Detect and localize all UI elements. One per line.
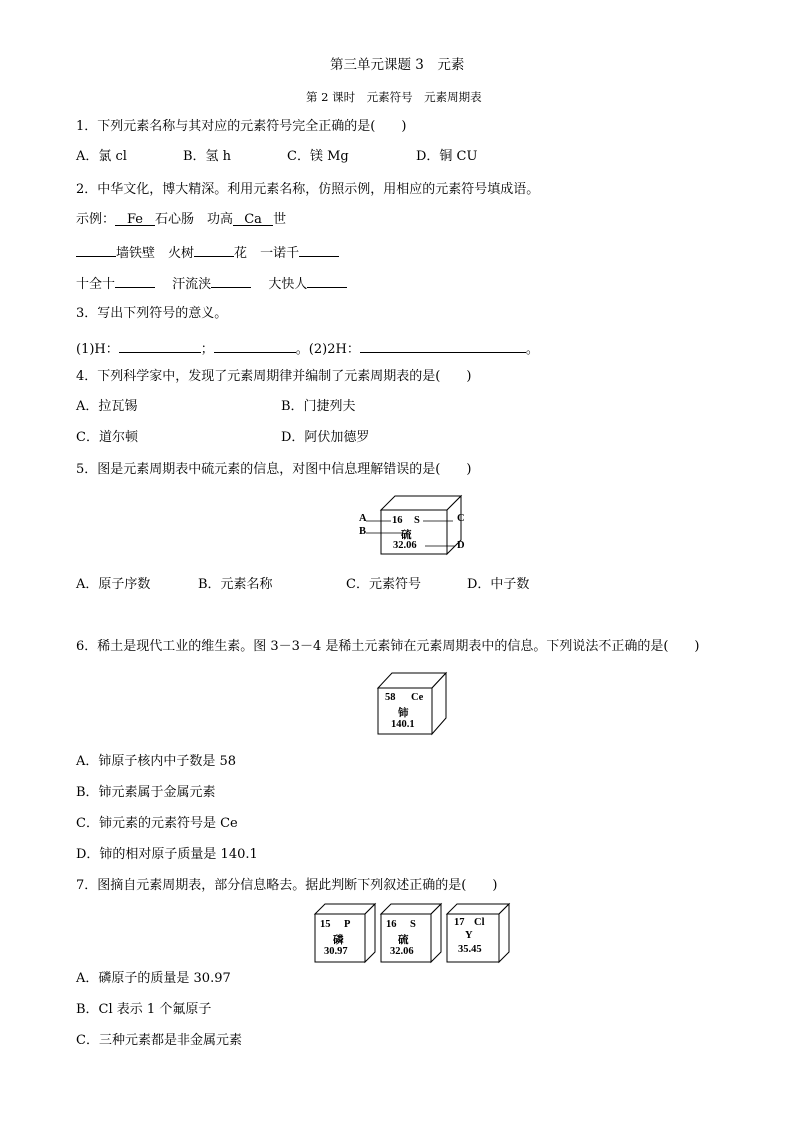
blank-field[interactable]: [194, 242, 234, 257]
q6-option-b: B．铈元素属于金属元素: [76, 785, 216, 800]
q2-example: [76, 211, 286, 229]
2h-label: (2)2H：: [308, 342, 360, 357]
q5-option-a: A．原子序数: [76, 577, 151, 592]
label-a: A: [359, 513, 367, 524]
idiom-text: 十全十: [76, 277, 116, 292]
blank-field[interactable]: [360, 338, 526, 353]
q7-stem: 7．图摘自元素周期表，部分信息略去。据此判断下列叙述正确的是( ): [76, 878, 498, 893]
ce-name: 铈: [398, 708, 409, 719]
q1-option-b: B．氢 h: [183, 149, 232, 164]
idiom-text: 汗流浃: [172, 277, 212, 292]
q5-option-b: B．元素名称: [198, 577, 273, 592]
example-idiom-2-tail: 世: [273, 212, 287, 227]
ce-atomic-mass: 140.1: [391, 719, 415, 730]
label-d: D: [457, 540, 465, 551]
period: 。: [295, 342, 309, 357]
s-atomic-mass: 32.06: [390, 946, 414, 957]
cl-name: Y: [465, 930, 473, 941]
blank-field[interactable]: [76, 242, 116, 257]
q7-option-b: B．Cl 表示 1 个氟原子: [76, 1002, 212, 1017]
q4-option-d: D．阿伏加德罗: [281, 430, 370, 445]
element-name: 硫: [401, 530, 412, 541]
q4-stem: 4．下列科学家中，发现了元素周期律并编制了元素周期表的是( ): [76, 369, 472, 384]
q5-stem: 5．图是元素周期表中硫元素的信息，对图中信息理解错误的是( ): [76, 462, 472, 477]
cl-symbol: Cl: [474, 917, 485, 928]
q5-option-c: C．元素符号: [346, 577, 421, 592]
period: 。: [525, 342, 539, 357]
cl-atomic-mass: 35.45: [458, 944, 482, 955]
blank-field[interactable]: [214, 338, 296, 353]
label-c: C: [457, 513, 465, 524]
element-symbol: S: [414, 515, 420, 526]
p-atomic-mass: 30.97: [324, 946, 348, 957]
p-name: 磷: [333, 935, 344, 946]
blank-field[interactable]: [119, 338, 201, 353]
page-title: 第三单元课题 3 元素: [330, 57, 465, 73]
q7-option-c: C．三种元素都是非金属元素: [76, 1033, 242, 1048]
ce-atomic-number: 58: [385, 692, 396, 703]
idiom-text: 火树: [168, 246, 195, 261]
s-symbol: S: [410, 919, 416, 930]
q2-stem: 2．中华文化，博大精深。利用元素名称，仿照示例，用相应的元素符号填成语。: [76, 182, 540, 197]
example-idiom-1-tail: 石心肠: [155, 212, 195, 227]
q2-row-2: [76, 273, 347, 294]
q4-option-c: C．道尔顿: [76, 430, 138, 445]
blank-field[interactable]: [307, 273, 347, 288]
q7-option-a: A．磷原子的质量是 30.97: [76, 971, 231, 986]
example-idiom-2-head: 功高: [207, 212, 234, 227]
ce-symbol: Ce: [411, 692, 424, 703]
q1-option-a: A．氯 cl: [76, 149, 127, 164]
q5-option-d: D．中子数: [467, 577, 530, 592]
example-label: 示例：: [76, 212, 116, 227]
q6-option-a: A．铈原子核内中子数是 58: [76, 754, 237, 769]
q4-option-a: A．拉瓦锡: [76, 399, 138, 414]
q6-stem: 6．稀土是现代工业的维生素。图 3－3－4 是稀土元素铈在元素周期表中的信息。下列说法不正确的是( ): [76, 639, 700, 654]
atomic-mass: 32.06: [393, 540, 417, 551]
q6-option-d: D．铈的相对原子质量是 140.1: [76, 847, 258, 862]
label-b: B: [359, 526, 367, 537]
p-atomic-number: 15: [320, 919, 331, 930]
h-label: (1)H：: [76, 342, 119, 357]
separator: ；: [200, 342, 214, 357]
p-symbol: P: [344, 919, 351, 930]
blank-field[interactable]: [211, 273, 251, 288]
q1-stem: 1．下列元素名称与其对应的元素符号完全正确的是( ): [76, 119, 407, 134]
s-name: 硫: [398, 935, 409, 946]
q2-row-1: [76, 242, 339, 263]
idiom-text: 大快人: [268, 277, 308, 292]
example-blank-2: Ca: [233, 211, 273, 226]
q3-line: [76, 338, 539, 359]
s-atomic-number: 16: [386, 919, 397, 930]
page-subtitle: 第 2 课时 元素符号 元素周期表: [306, 90, 482, 104]
q1-option-d: D．铜 CU: [416, 149, 478, 164]
cl-atomic-number: 17: [454, 917, 465, 928]
q3-stem: 3．写出下列符号的意义。: [76, 306, 228, 321]
blank-field[interactable]: [115, 273, 155, 288]
atomic-number: 16: [392, 515, 403, 526]
idiom-text: 一诺千: [260, 246, 300, 261]
q1-option-c: C．镁 Mg: [287, 149, 349, 164]
q6-option-c: C．铈元素的元素符号是 Ce: [76, 816, 238, 831]
example-blank-1: Fe: [115, 211, 155, 226]
blank-field[interactable]: [299, 242, 339, 257]
q4-option-b: B．门捷列夫: [281, 399, 356, 414]
idiom-text: 墙铁壁: [116, 246, 156, 261]
idiom-text: 花: [234, 246, 248, 261]
